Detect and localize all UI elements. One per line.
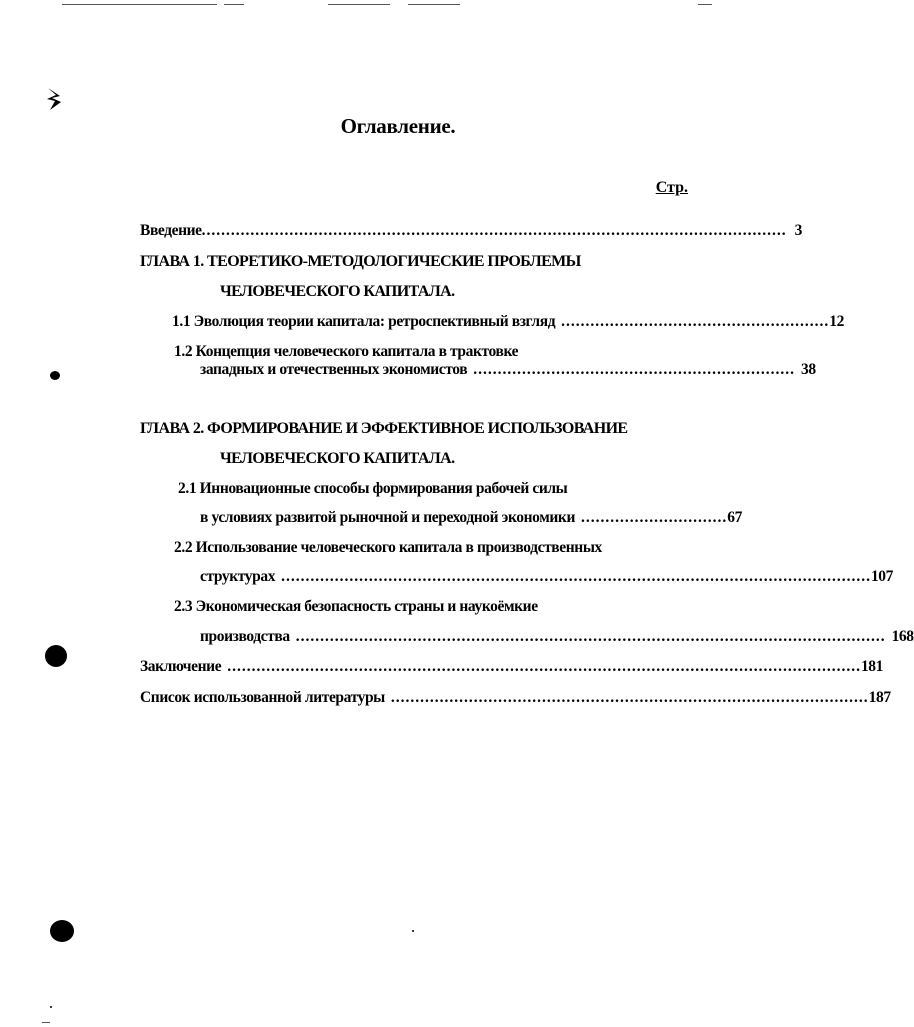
toc-entry-page: 3 xyxy=(794,222,803,239)
scan-blot-top xyxy=(46,86,64,112)
scan-blot-small xyxy=(50,371,60,380)
toc-entry-label: в условиях развитой рыночной и переходной экономики xyxy=(200,509,575,526)
scan-artifact-line xyxy=(42,1022,50,1023)
scan-artifact-line xyxy=(328,4,390,5)
leader-dots: ......................................................................................................................... xyxy=(295,628,886,645)
toc-entry-1-1[interactable] xyxy=(172,312,844,332)
leader-dots: .................................................................................................. xyxy=(390,689,869,706)
toc-entry-label: производства xyxy=(200,628,290,645)
scan-speck xyxy=(50,1006,52,1008)
toc-entry-2-3[interactable] xyxy=(200,627,914,647)
toc-entry-page: 168 xyxy=(891,628,914,645)
leader-dots: ......................................................................................................................... xyxy=(281,568,871,585)
toc-chapter-1-title[interactable]: ГЛАВА 1. ТЕОРЕТИКО-МЕТОДОЛОГИЧЕСКИЕ ПРОБЛЕМЫ xyxy=(140,253,581,270)
toc-entry-2-2[interactable] xyxy=(200,567,893,587)
scan-artifact-line xyxy=(62,4,217,5)
toc-entry-page: 12 xyxy=(829,313,844,330)
toc-entry-2-2-line1[interactable]: 2.2 Использование человеческого капитала в производственных xyxy=(174,539,602,556)
toc-entry-intro[interactable] xyxy=(140,221,803,241)
scan-speck xyxy=(412,930,414,932)
toc-entry-label: Заключение xyxy=(140,658,222,675)
toc-entry-references[interactable] xyxy=(140,688,891,708)
toc-entry-2-1[interactable] xyxy=(200,508,742,528)
page-column-label: Стр. xyxy=(655,179,688,196)
leader-dots: .............................. xyxy=(580,509,728,526)
leader-dots: ....................................................... xyxy=(561,313,830,330)
leader-dots: .................................................................................................................................. xyxy=(227,658,861,675)
scan-blot-round xyxy=(50,920,74,942)
toc-entry-2-1-line1[interactable]: 2.1 Инновационные способы формирования рабочей силы xyxy=(178,480,568,497)
toc-entry-1-2-line1[interactable]: 1.2 Концепция человеческого капитала в трактовке xyxy=(174,343,519,360)
toc-entry-label: Список использованной литературы xyxy=(140,689,385,706)
toc-entry-label: 1.1 Эволюция теории капитала: ретроспективный взгляд xyxy=(172,313,556,330)
toc-entry-page: 181 xyxy=(860,658,883,675)
toc-entry-label: структурах xyxy=(200,568,276,585)
scan-artifact-line xyxy=(224,4,244,5)
toc-entry-page: 38 xyxy=(800,361,816,378)
toc-entry-conclusion[interactable] xyxy=(140,657,883,677)
toc-chapter-1-subtitle[interactable]: ЧЕЛОВЕЧЕСКОГО КАПИТАЛА. xyxy=(220,283,455,300)
toc-entry-label: Введение xyxy=(140,222,202,239)
scan-artifact-line xyxy=(698,4,712,5)
leader-dots: ........................................................................................................................ xyxy=(201,222,787,239)
toc-chapter-2-title[interactable]: ГЛАВА 2. ФОРМИРОВАНИЕ И ЭФФЕКТИВНОЕ ИСПОЛЬЗОВАНИЕ xyxy=(140,420,628,437)
toc-entry-label: западных и отечественных экономистов xyxy=(200,361,468,378)
scan-blot-round xyxy=(45,645,67,667)
leader-dots: .................................................................. xyxy=(473,361,795,378)
toc-chapter-2-subtitle[interactable]: ЧЕЛОВЕЧЕСКОГО КАПИТАЛА. xyxy=(220,450,455,467)
toc-entry-page: 187 xyxy=(868,689,891,706)
toc-entry-page: 67 xyxy=(727,509,742,526)
toc-entry-1-2[interactable] xyxy=(200,360,816,380)
scan-artifact-line xyxy=(408,4,460,5)
page-title: Оглавление. xyxy=(340,114,456,138)
toc-entry-page: 107 xyxy=(870,568,893,585)
toc-entry-2-3-line1[interactable]: 2.3 Экономическая безопасность страны и наукоёмкие xyxy=(174,598,538,615)
